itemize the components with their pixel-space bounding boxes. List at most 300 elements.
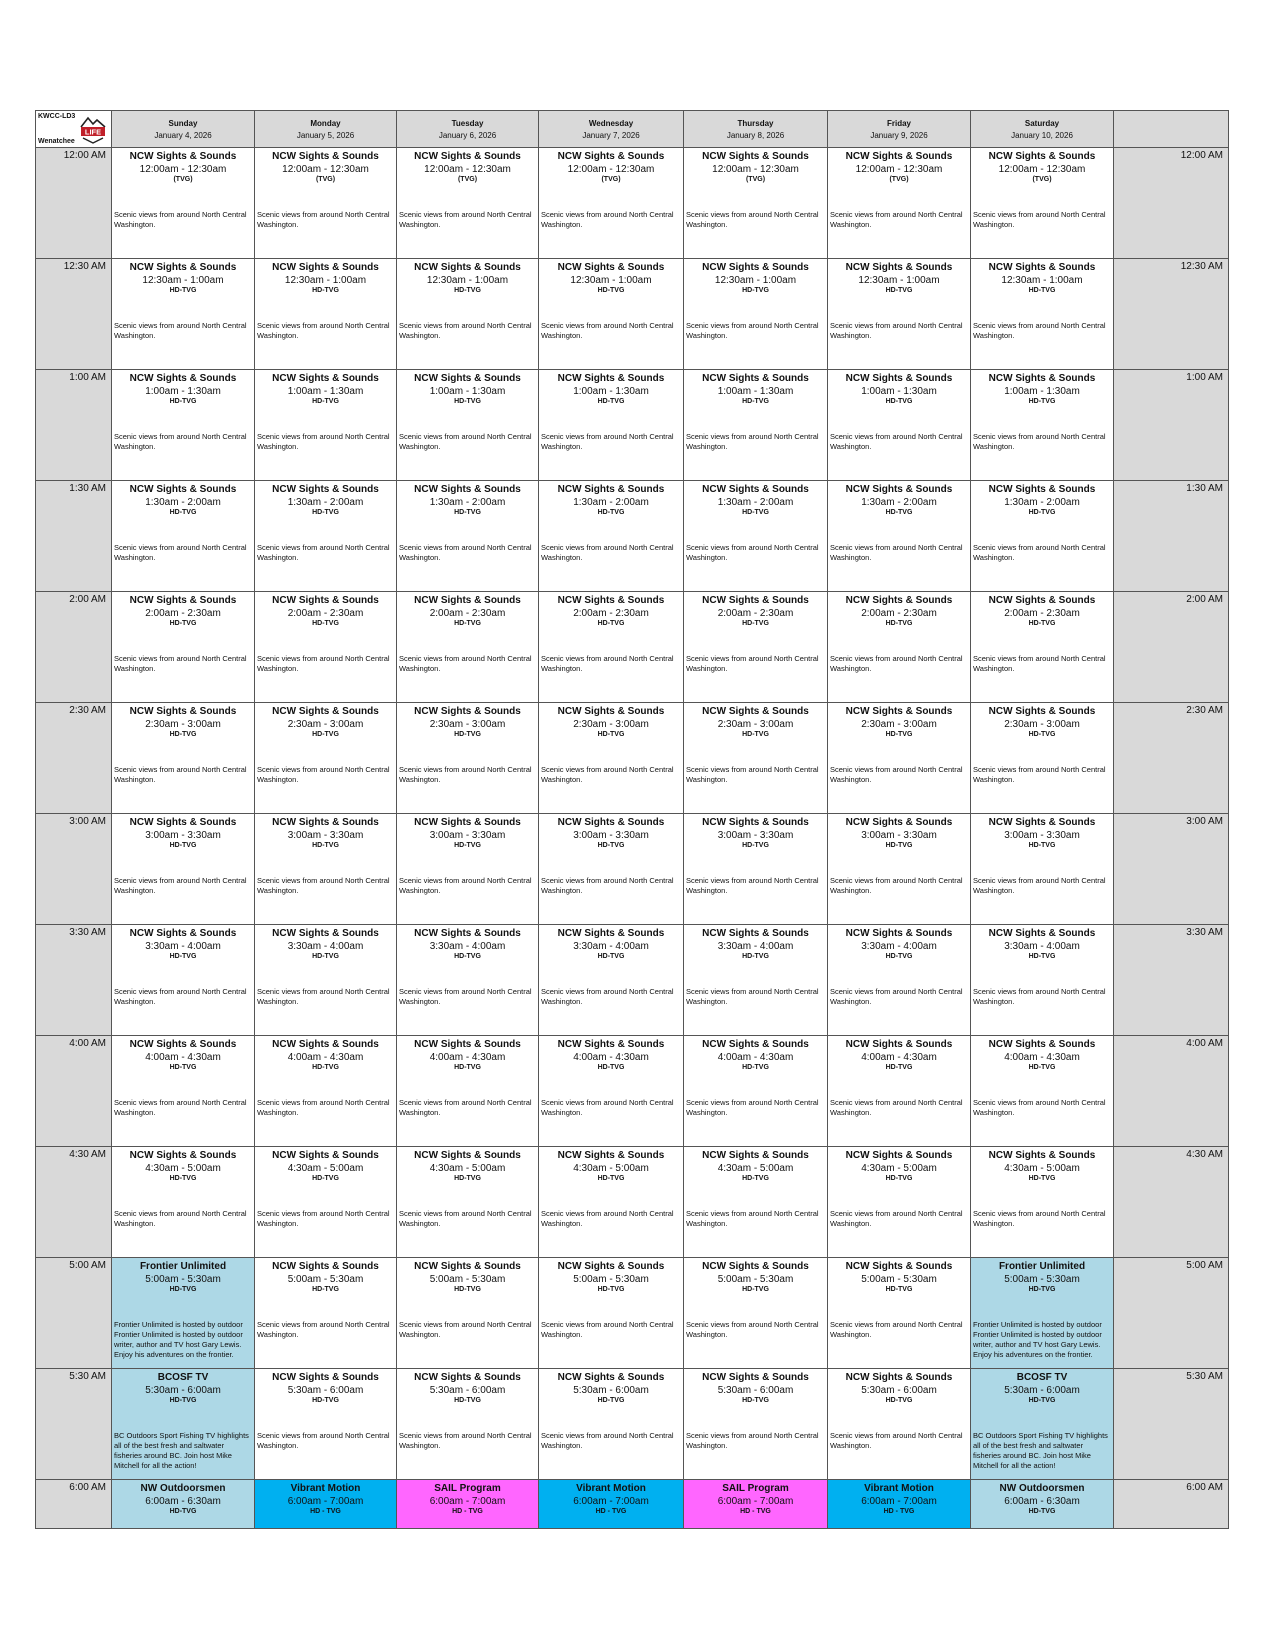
program-cell[interactable]	[828, 1369, 971, 1480]
left-time-label	[36, 1147, 112, 1258]
program-time: 2:30am - 3:00am	[287, 718, 364, 730]
program-cell[interactable]	[397, 1369, 539, 1480]
program-title: NCW Sights & Sounds	[845, 1150, 953, 1161]
program-cell[interactable]	[397, 370, 539, 481]
program-cell[interactable]	[684, 370, 828, 481]
program-cell[interactable]	[397, 925, 539, 1036]
program-time: 5:00am - 5:30am	[429, 1273, 506, 1285]
program-cell[interactable]	[828, 259, 971, 370]
program-title: NCW Sights & Sounds	[557, 1372, 665, 1383]
day-date: January 4, 2026	[154, 130, 212, 140]
program-time: 5:00am - 5:30am	[287, 1273, 364, 1285]
program-rating: (TVG)	[1032, 176, 1052, 183]
program-description: Scenic views from around North Central Washington.	[399, 543, 532, 563]
program-rating: (TVG)	[889, 176, 909, 183]
program-cell[interactable]	[255, 1258, 397, 1369]
program-title: NCW Sights & Sounds	[845, 484, 953, 495]
program-cell[interactable]	[828, 1258, 971, 1369]
program-description: Scenic views from around North Central Washington.	[830, 1431, 963, 1451]
svg-text:LIFE: LIFE	[84, 127, 102, 137]
program-rating: HD-TVG	[1028, 1064, 1056, 1071]
time-slot-text: 5:30 AM	[1186, 1371, 1223, 1382]
program-description: Scenic views from around North Central Washington.	[114, 1098, 247, 1118]
program-rating: HD-TVG	[169, 842, 197, 849]
program-description: Scenic views from around North Central Washington.	[830, 654, 963, 674]
program-rating: HD-TVG	[1028, 731, 1056, 738]
program-rating: HD-TVG	[1028, 287, 1056, 294]
time-slot-text: 5:30 AM	[69, 1371, 106, 1382]
program-cell[interactable]	[539, 1369, 684, 1480]
program-time: 4:30am - 5:00am	[287, 1162, 364, 1174]
program-time: 3:00am - 3:30am	[861, 829, 937, 841]
program-rating: HD-TVG	[885, 1175, 913, 1182]
program-cell[interactable]	[971, 481, 1114, 592]
program-time: 3:00am - 3:30am	[717, 829, 794, 841]
program-cell[interactable]	[971, 814, 1114, 925]
program-description: Scenic views from around North Central Washington.	[686, 210, 819, 230]
program-rating: HD-TVG	[1028, 1286, 1056, 1293]
program-title: NCW Sights & Sounds	[557, 595, 665, 606]
program-title: NCW Sights & Sounds	[988, 373, 1096, 384]
program-time: 4:00am - 4:30am	[573, 1051, 649, 1063]
program-time: 2:30am - 3:00am	[1004, 718, 1080, 730]
program-time: 12:00am - 12:30am	[139, 163, 227, 175]
time-slot-text: 4:00 AM	[69, 1038, 106, 1049]
program-cell[interactable]	[539, 1480, 684, 1529]
program-title: NCW Sights & Sounds	[129, 151, 237, 162]
program-title: NCW Sights & Sounds	[272, 373, 379, 384]
program-cell[interactable]	[255, 1036, 397, 1147]
program-cell[interactable]	[112, 1258, 255, 1369]
program-cell[interactable]	[971, 259, 1114, 370]
program-time: 5:30am - 6:00am	[429, 1384, 506, 1396]
program-cell[interactable]	[684, 592, 828, 703]
time-slot-row	[36, 592, 1229, 703]
program-description: Scenic views from around North Central Washington.	[686, 543, 819, 563]
program-rating: HD-TVG	[312, 1286, 339, 1293]
day-name: Friday	[886, 118, 911, 128]
station-call-sign: KWCC-LD3	[38, 113, 76, 120]
program-cell[interactable]	[684, 481, 828, 592]
program-title: NW Outdoorsmen	[999, 1483, 1085, 1494]
program-rating: HD - TVG	[310, 1508, 341, 1515]
program-time: 12:30am - 1:00am	[570, 274, 652, 286]
program-cell[interactable]	[255, 1480, 397, 1529]
program-rating: (TVG)	[601, 176, 621, 183]
program-cell[interactable]	[539, 925, 684, 1036]
program-description: Scenic views from around North Central Washington.	[399, 321, 532, 341]
program-rating: HD-TVG	[312, 842, 339, 849]
program-cell[interactable]	[828, 814, 971, 925]
program-rating: HD-TVG	[1028, 1508, 1056, 1515]
program-cell[interactable]	[684, 1480, 828, 1529]
program-rating: HD-TVG	[454, 620, 481, 627]
program-time: 4:30am - 5:00am	[717, 1162, 794, 1174]
program-description: Scenic views from around North Central Washington.	[399, 1098, 532, 1118]
time-slot-row	[36, 925, 1229, 1036]
program-rating: HD-TVG	[597, 953, 625, 960]
program-rating: HD-TVG	[312, 953, 339, 960]
program-cell[interactable]	[828, 148, 971, 259]
program-cell[interactable]	[112, 370, 255, 481]
program-time: 3:30am - 4:00am	[145, 940, 221, 952]
program-cell[interactable]	[112, 1369, 255, 1480]
program-cell[interactable]	[539, 814, 684, 925]
program-description: Scenic views from around North Central Washington.	[541, 1098, 674, 1118]
program-time: 5:30am - 6:00am	[717, 1384, 794, 1396]
program-title: SAIL Program	[722, 1483, 789, 1494]
program-description: Scenic views from around North Central Washington.	[973, 654, 1106, 674]
program-rating: HD-TVG	[454, 953, 481, 960]
program-cell[interactable]	[539, 1036, 684, 1147]
program-description: Scenic views from around North Central Washington.	[541, 543, 674, 563]
program-rating: HD-TVG	[597, 1064, 625, 1071]
program-cell[interactable]	[539, 1258, 684, 1369]
program-cell[interactable]	[684, 1258, 828, 1369]
program-cell[interactable]	[397, 148, 539, 259]
program-cell[interactable]	[255, 592, 397, 703]
program-cell[interactable]	[255, 703, 397, 814]
program-time: 6:00am - 7:00am	[287, 1495, 364, 1507]
program-description: BC Outdoors Sport Fishing TV highlights all of the best fresh and saltwater fisheries around BC. Join host Mike Mitchell for all the action!	[973, 1431, 1108, 1471]
program-time: 3:00am - 3:30am	[287, 829, 364, 841]
program-title: NCW Sights & Sounds	[988, 151, 1096, 162]
time-slot-text: 2:00 AM	[69, 594, 106, 605]
program-cell[interactable]	[684, 925, 828, 1036]
program-time: 4:00am - 4:30am	[1004, 1051, 1080, 1063]
program-title: NCW Sights & Sounds	[272, 484, 379, 495]
program-cell[interactable]	[397, 481, 539, 592]
program-description: BC Outdoors Sport Fishing TV highlights all of the best fresh and saltwater fisheries around BC. Join host Mike Mitchell for all the action!	[114, 1431, 249, 1471]
program-cell[interactable]	[539, 592, 684, 703]
program-time: 3:00am - 3:30am	[429, 829, 506, 841]
program-rating: HD-TVG	[597, 731, 625, 738]
program-cell[interactable]	[684, 259, 828, 370]
time-slot-text: 4:30 AM	[69, 1149, 106, 1160]
program-cell[interactable]	[828, 925, 971, 1036]
program-rating: HD-TVG	[1028, 620, 1056, 627]
program-rating: HD-TVG	[742, 287, 769, 294]
program-cell[interactable]	[112, 259, 255, 370]
program-description: Scenic views from around North Central Washington.	[114, 543, 247, 563]
program-description: Scenic views from around North Central Washington.	[114, 210, 247, 230]
program-title: NCW Sights & Sounds	[414, 484, 521, 495]
program-cell[interactable]	[828, 370, 971, 481]
left-time-label	[36, 703, 112, 814]
program-cell[interactable]	[828, 592, 971, 703]
program-title: NCW Sights & Sounds	[272, 1261, 379, 1272]
program-title: NCW Sights & Sounds	[988, 262, 1096, 273]
program-title: NCW Sights & Sounds	[702, 484, 809, 495]
program-rating: HD-TVG	[742, 398, 769, 405]
program-time: 2:00am - 2:30am	[861, 607, 937, 619]
program-cell[interactable]	[397, 259, 539, 370]
program-description: Scenic views from around North Central Washington.	[686, 432, 819, 452]
program-title: Frontier Unlimited	[139, 1261, 227, 1272]
program-time: 5:00am - 5:30am	[717, 1273, 794, 1285]
program-title: NCW Sights & Sounds	[702, 1372, 809, 1383]
program-rating: HD-TVG	[169, 620, 197, 627]
program-cell[interactable]	[971, 1480, 1114, 1529]
program-cell[interactable]	[684, 1147, 828, 1258]
program-cell[interactable]	[971, 1147, 1114, 1258]
program-rating: HD-TVG	[742, 1397, 769, 1404]
program-rating: HD-TVG	[1028, 1397, 1056, 1404]
program-description: Scenic views from around North Central Washington.	[973, 765, 1106, 785]
program-cell[interactable]	[828, 1036, 971, 1147]
program-rating: HD-TVG	[454, 1064, 481, 1071]
program-description: Scenic views from around North Central Washington.	[973, 876, 1106, 896]
program-title: NCW Sights & Sounds	[557, 928, 665, 939]
program-cell[interactable]	[397, 814, 539, 925]
program-time: 12:30am - 1:00am	[284, 274, 367, 286]
program-rating: HD-TVG	[885, 509, 913, 516]
program-time: 1:30am - 2:00am	[1004, 496, 1080, 508]
program-rating: HD-TVG	[169, 1064, 197, 1071]
program-description: Scenic views from around North Central Washington.	[257, 321, 390, 341]
program-title: NCW Sights & Sounds	[129, 1150, 237, 1161]
program-time: 1:00am - 1:30am	[429, 385, 506, 397]
program-cell[interactable]	[539, 1147, 684, 1258]
program-rating: HD-TVG	[742, 509, 769, 516]
program-cell[interactable]	[397, 1258, 539, 1369]
program-rating: HD-TVG	[169, 287, 197, 294]
program-title: NCW Sights & Sounds	[557, 262, 665, 273]
program-description: Scenic views from around North Central Washington.	[686, 987, 819, 1007]
program-cell[interactable]	[112, 1036, 255, 1147]
left-time-label	[36, 814, 112, 925]
program-cell[interactable]	[971, 1258, 1114, 1369]
time-slot-text: 3:30 AM	[1186, 927, 1223, 938]
program-time: 1:00am - 1:30am	[717, 385, 794, 397]
program-time: 3:30am - 4:00am	[429, 940, 506, 952]
program-time: 2:00am - 2:30am	[717, 607, 794, 619]
program-cell[interactable]	[971, 370, 1114, 481]
program-time: 1:00am - 1:30am	[1004, 385, 1080, 397]
program-description: Scenic views from around North Central Washington.	[541, 210, 674, 230]
program-title: NCW Sights & Sounds	[845, 928, 953, 939]
program-cell[interactable]	[539, 703, 684, 814]
program-rating: (TVG)	[457, 176, 478, 183]
right-time-label	[1114, 259, 1229, 370]
program-description: Scenic views from around North Central Washington.	[114, 765, 247, 785]
program-cell[interactable]	[684, 148, 828, 259]
program-cell[interactable]	[539, 481, 684, 592]
program-rating: HD-TVG	[454, 509, 481, 516]
program-description: Scenic views from around North Central Washington.	[830, 1320, 963, 1340]
program-title: NCW Sights & Sounds	[414, 817, 521, 828]
program-cell[interactable]	[112, 814, 255, 925]
left-time-label	[36, 259, 112, 370]
program-cell[interactable]	[828, 703, 971, 814]
program-cell[interactable]	[112, 703, 255, 814]
program-time: 3:00am - 3:30am	[1004, 829, 1080, 841]
program-title: NCW Sights & Sounds	[988, 595, 1096, 606]
program-cell[interactable]	[255, 925, 397, 1036]
time-slot-text: 2:00 AM	[1186, 594, 1223, 605]
time-slot-text: 3:00 AM	[1186, 816, 1223, 827]
program-cell[interactable]	[112, 481, 255, 592]
day-header-friday	[828, 111, 971, 148]
program-title: NCW Sights & Sounds	[988, 484, 1096, 495]
right-time-label	[1114, 592, 1229, 703]
program-cell[interactable]	[971, 1369, 1114, 1480]
program-time: 12:30am - 1:00am	[714, 274, 797, 286]
program-rating: HD-TVG	[885, 953, 913, 960]
day-header-monday	[255, 111, 397, 148]
day-date: January 6, 2026	[438, 130, 497, 140]
program-description: Scenic views from around North Central Washington.	[541, 876, 674, 896]
program-time: 3:30am - 4:00am	[287, 940, 364, 952]
program-title: NCW Sights & Sounds	[702, 262, 809, 273]
time-slot-text: 12:30 AM	[1180, 261, 1223, 272]
program-time: 5:00am - 5:30am	[573, 1273, 649, 1285]
program-cell[interactable]	[397, 1036, 539, 1147]
program-cell[interactable]	[684, 1036, 828, 1147]
program-description: Scenic views from around North Central Washington.	[973, 210, 1106, 230]
time-slot-text: 5:00 AM	[69, 1260, 106, 1271]
program-cell[interactable]	[828, 1147, 971, 1258]
time-slot-text: 5:00 AM	[1186, 1260, 1223, 1271]
program-title: NCW Sights & Sounds	[988, 1150, 1096, 1161]
program-rating: HD-TVG	[597, 398, 625, 405]
program-description: Scenic views from around North Central Washington.	[257, 654, 390, 674]
time-slot-row	[36, 370, 1229, 481]
program-cell[interactable]	[397, 1147, 539, 1258]
program-time: 2:00am - 2:30am	[429, 607, 506, 619]
program-cell[interactable]	[255, 259, 397, 370]
right-time-label	[1114, 1369, 1229, 1480]
program-time: 6:00am - 6:30am	[145, 1495, 221, 1507]
program-cell[interactable]	[828, 1480, 971, 1529]
program-cell[interactable]	[112, 1480, 255, 1529]
program-time: 6:00am - 7:00am	[717, 1495, 794, 1507]
program-title: NCW Sights & Sounds	[272, 1150, 379, 1161]
program-cell[interactable]	[397, 1480, 539, 1529]
program-title: Vibrant Motion	[290, 1483, 361, 1494]
program-cell[interactable]	[971, 592, 1114, 703]
program-cell[interactable]	[971, 148, 1114, 259]
program-cell[interactable]	[539, 370, 684, 481]
program-title: NCW Sights & Sounds	[702, 595, 809, 606]
time-slot-text: 12:00 AM	[1180, 150, 1223, 161]
program-cell[interactable]	[539, 148, 684, 259]
day-date: January 10, 2026	[1011, 130, 1073, 140]
program-rating: HD - TVG	[883, 1508, 915, 1515]
program-description: Scenic views from around North Central Washington.	[541, 765, 674, 785]
time-slot-text: 1:30 AM	[1186, 483, 1223, 494]
program-cell[interactable]	[539, 259, 684, 370]
program-cell[interactable]	[971, 703, 1114, 814]
program-cell[interactable]	[112, 592, 255, 703]
day-name: Thursday	[737, 118, 774, 128]
program-cell[interactable]	[684, 1369, 828, 1480]
left-time-label	[36, 925, 112, 1036]
program-rating: HD-TVG	[885, 842, 913, 849]
program-time: 3:30am - 4:00am	[573, 940, 649, 952]
program-cell[interactable]	[828, 481, 971, 592]
program-time: 4:00am - 4:30am	[717, 1051, 794, 1063]
program-time: 4:30am - 5:00am	[573, 1162, 649, 1174]
program-cell[interactable]	[255, 814, 397, 925]
program-title: NCW Sights & Sounds	[129, 373, 237, 384]
day-name: Saturday	[1024, 118, 1060, 128]
program-cell[interactable]	[112, 148, 255, 259]
day-header-thursday	[684, 111, 828, 148]
program-description: Scenic views from around North Central Washington.	[973, 1098, 1106, 1118]
time-slot-row	[36, 1480, 1229, 1529]
program-description: Scenic views from around North Central Washington.	[257, 765, 390, 785]
program-title: NCW Sights & Sounds	[129, 262, 237, 273]
program-cell[interactable]	[684, 703, 828, 814]
program-cell[interactable]	[971, 925, 1114, 1036]
program-rating: HD-TVG	[454, 1397, 481, 1404]
program-cell[interactable]	[971, 1036, 1114, 1147]
program-rating: HD-TVG	[169, 509, 197, 516]
program-description: Scenic views from around North Central Washington.	[399, 876, 532, 896]
program-cell[interactable]	[397, 703, 539, 814]
program-cell[interactable]	[255, 370, 397, 481]
program-cell[interactable]	[112, 925, 255, 1036]
program-time: 12:00am - 12:30am	[998, 163, 1086, 175]
program-time: 6:00am - 6:30am	[1004, 1495, 1080, 1507]
time-slot-text: 1:00 AM	[1186, 372, 1223, 383]
day-name: Tuesday	[451, 118, 484, 128]
program-cell[interactable]	[255, 481, 397, 592]
time-slot-row	[36, 259, 1229, 370]
time-slot-text: 4:30 AM	[1186, 1149, 1223, 1160]
program-title: NCW Sights & Sounds	[414, 706, 521, 717]
program-time: 4:00am - 4:30am	[287, 1051, 364, 1063]
program-cell[interactable]	[255, 148, 397, 259]
program-time: 6:00am - 7:00am	[573, 1495, 649, 1507]
day-date: January 7, 2026	[582, 130, 640, 140]
day-header-saturday	[971, 111, 1114, 148]
time-slot-text: 3:30 AM	[69, 927, 106, 938]
program-time: 2:30am - 3:00am	[717, 718, 794, 730]
program-cell[interactable]	[397, 592, 539, 703]
program-title: Frontier Unlimited	[998, 1261, 1086, 1272]
program-time: 1:30am - 2:00am	[145, 496, 221, 508]
program-cell[interactable]	[255, 1147, 397, 1258]
program-rating: HD - TVG	[740, 1508, 771, 1515]
schedule-body	[36, 148, 1229, 1529]
program-cell[interactable]	[684, 814, 828, 925]
program-description: Scenic views from around North Central Washington.	[399, 1431, 532, 1451]
right-time-label	[1114, 148, 1229, 259]
left-time-label	[36, 1480, 112, 1529]
program-cell[interactable]	[255, 1369, 397, 1480]
program-rating: HD-TVG	[742, 620, 769, 627]
program-description: Scenic views from around North Central Washington.	[686, 765, 819, 785]
program-rating: HD-TVG	[885, 1064, 913, 1071]
right-time-label	[1114, 481, 1229, 592]
program-cell[interactable]	[112, 1147, 255, 1258]
program-time: 1:30am - 2:00am	[717, 496, 794, 508]
program-time: 12:30am - 1:00am	[858, 274, 940, 286]
program-time: 5:00am - 5:30am	[861, 1273, 937, 1285]
program-time: 2:30am - 3:00am	[573, 718, 649, 730]
program-title: NCW Sights & Sounds	[129, 484, 237, 495]
program-title: NCW Sights & Sounds	[557, 373, 665, 384]
program-description: Scenic views from around North Central Washington.	[973, 987, 1106, 1007]
program-description: Scenic views from around North Central Washington.	[257, 432, 390, 452]
right-time-label	[1114, 925, 1229, 1036]
right-time-label	[1114, 814, 1229, 925]
program-rating: HD-TVG	[312, 1397, 339, 1404]
program-time: 1:00am - 1:30am	[861, 385, 937, 397]
program-title: NCW Sights & Sounds	[414, 1039, 521, 1050]
